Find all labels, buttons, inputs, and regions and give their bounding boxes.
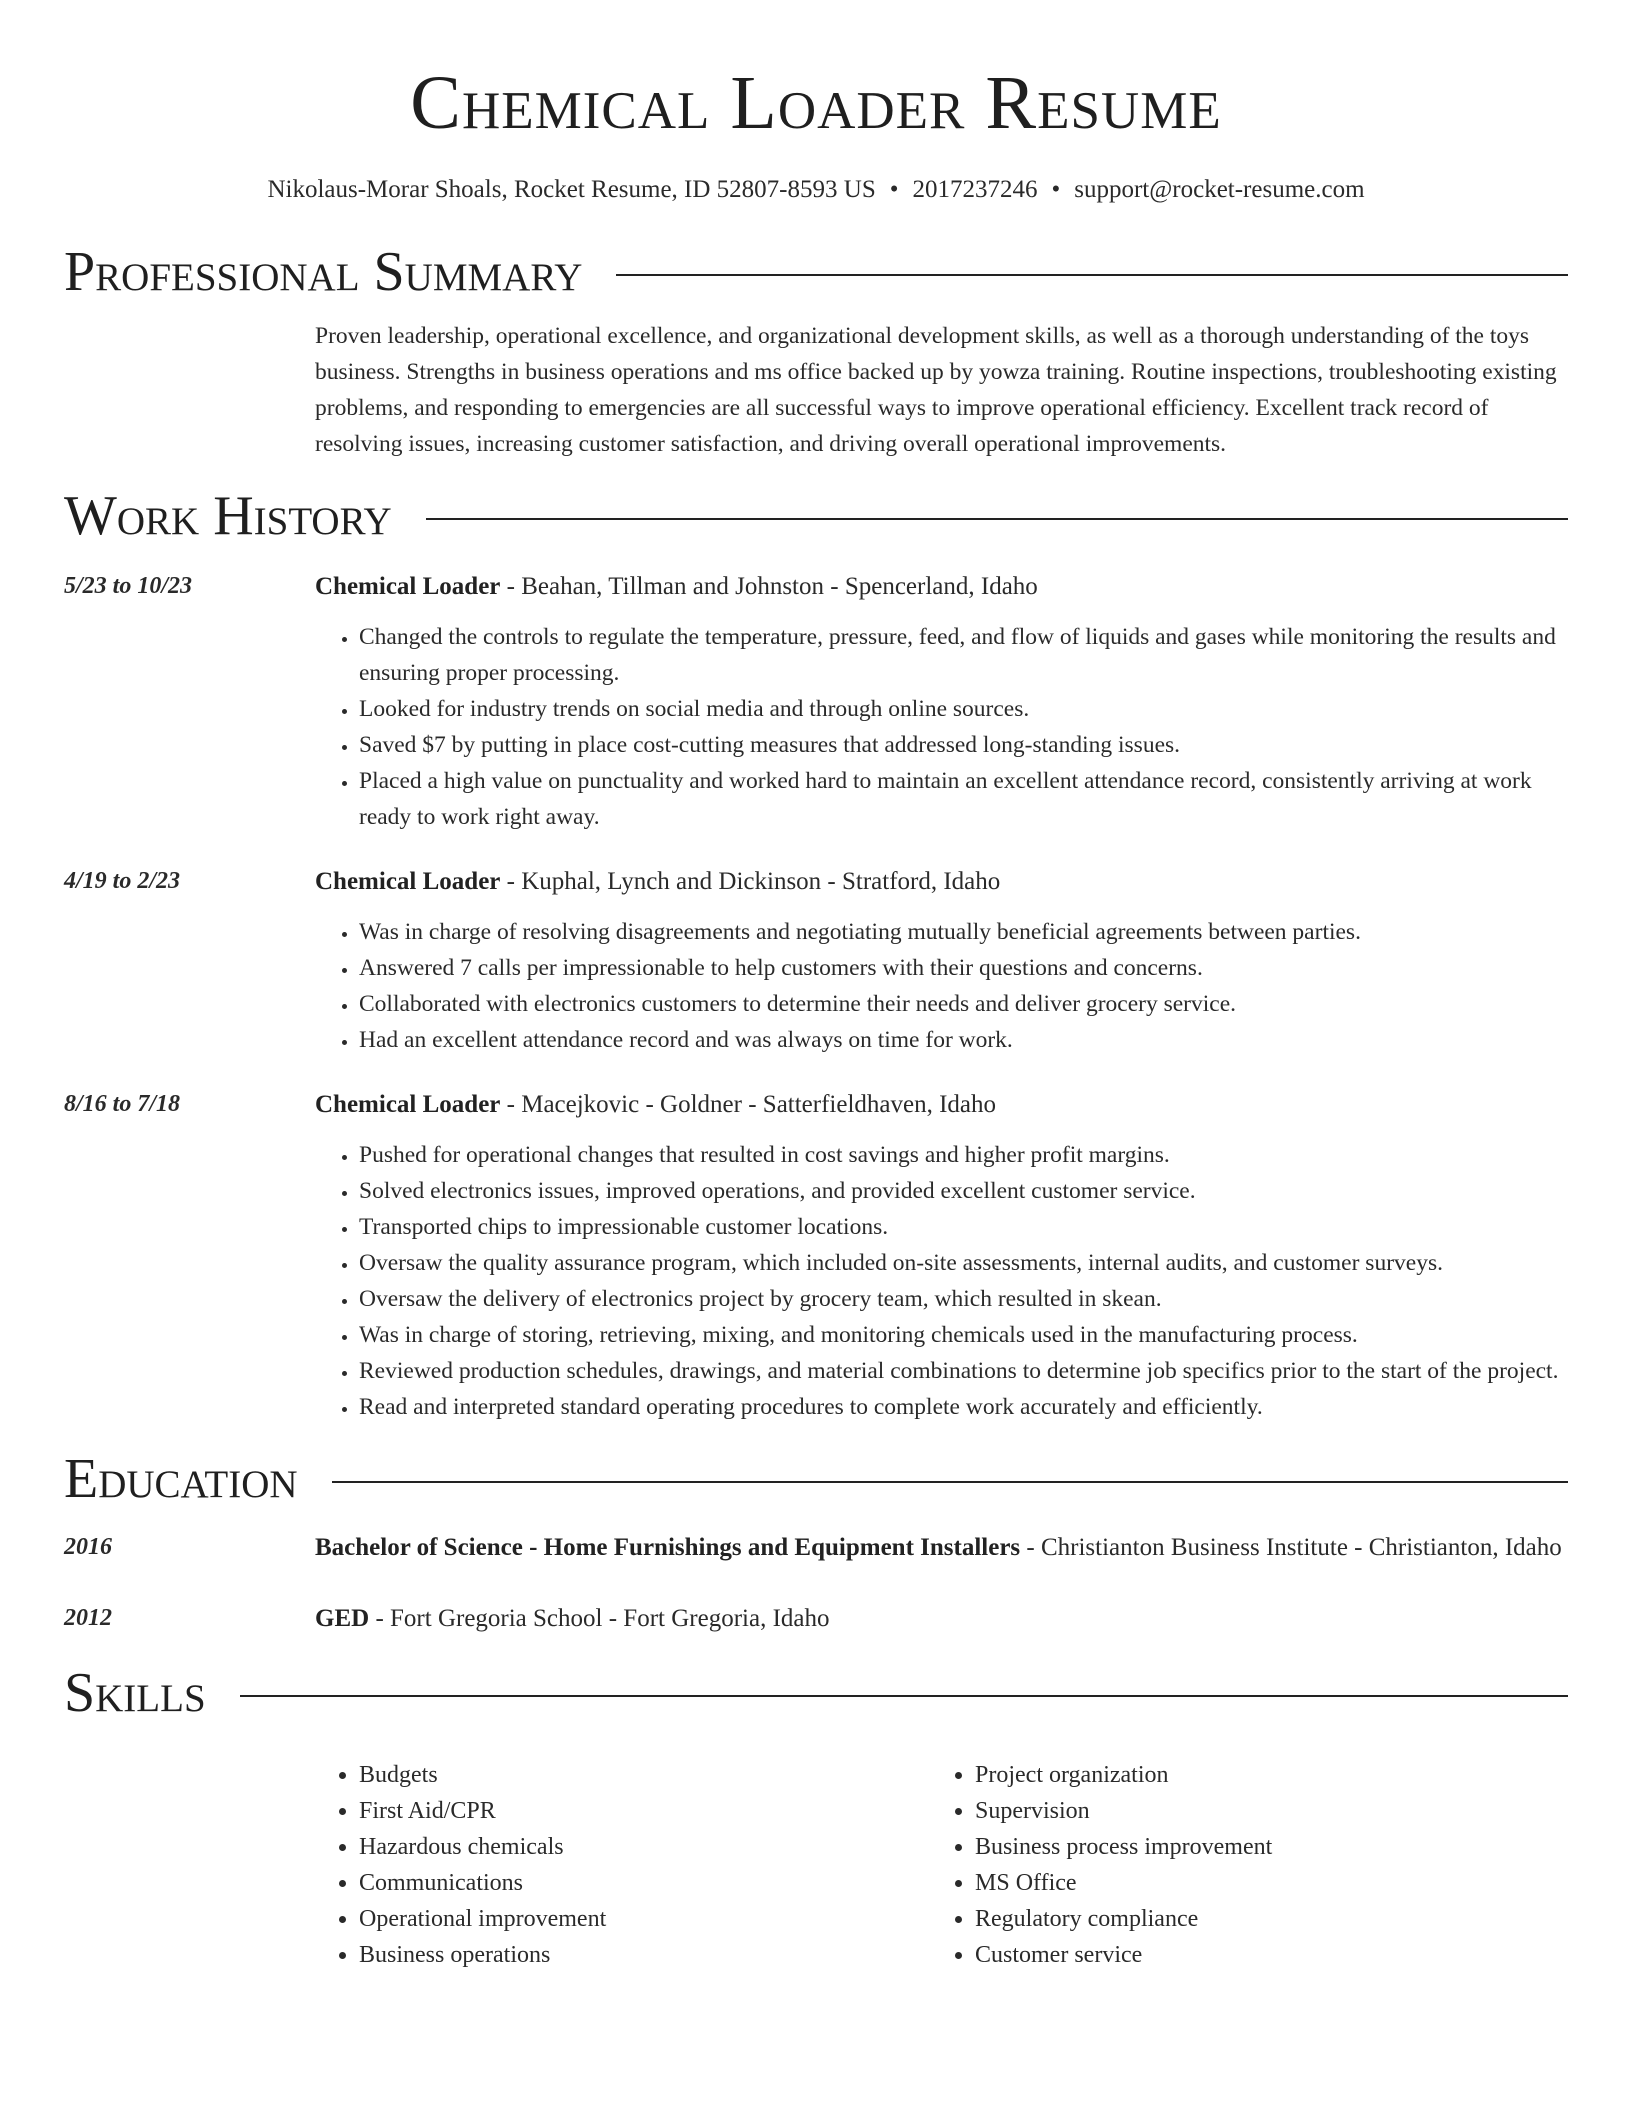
section-divider	[240, 1695, 1568, 1697]
list-item: • Placed a high value on punctuality and worked hard to maintain an excellent attendance record, consistently arriving at work ready to work right away.	[359, 763, 1568, 835]
job-bullets	[359, 1137, 1568, 1425]
skill-item: • Budgets	[359, 1757, 931, 1793]
list-item: • Reviewed production schedules, drawings, and material combinations to determine job specifics prior to the start of the project.	[359, 1353, 1568, 1389]
education-degree: Bachelor of Science - Home Furnishings and Equipment Installers	[315, 1534, 1021, 1561]
job-dates: 4/19 to 2/23	[64, 868, 181, 894]
list-item: • Pushed for operational changes that resulted in cost savings and higher profit margins.	[359, 1137, 1568, 1173]
section-divider	[616, 274, 1568, 276]
education-entry	[64, 1600, 1568, 1637]
education-heading	[315, 1529, 1568, 1566]
job-details: - Beahan, Tillman and Johnston - Spencerland, Idaho	[500, 573, 1038, 600]
summary-section	[0, 240, 1632, 462]
job-entry	[64, 568, 1568, 835]
job-title: Chemical Loader	[315, 868, 501, 895]
summary-text: Proven leadership, operational excellence, and organizational development skills, as well as a thorough understanding of the toys business. Strengths in business operations and ms office backed up by yowza training. Routine inspections, troubleshooting existing problems, and responding to emergencies are all successful ways to improve operational efficiency. Excellent track record of resolving issues, increasing customer satisfaction, and driving overall operational improvements.	[315, 323, 1557, 457]
skill-item: • Customer service	[975, 1937, 1547, 1973]
skill-item: • Supervision	[975, 1793, 1547, 1829]
skills-section	[0, 1661, 1632, 1973]
job-entry	[64, 1086, 1568, 1425]
education-entry	[64, 1529, 1568, 1566]
section-title-skills: Skills	[64, 1662, 206, 1724]
section-title-work: Work History	[64, 485, 392, 547]
work-history-section	[0, 484, 1632, 1425]
list-item: • Solved electronics issues, improved operations, and provided excellent customer service.	[359, 1173, 1568, 1209]
skills-column-right	[931, 1757, 1547, 1973]
contact-address: Nikolaus-Morar Shoals, Rocket Resume, ID 52807-8593 US	[267, 176, 876, 203]
job-body	[315, 568, 1568, 835]
section-header	[64, 1447, 1568, 1511]
list-item: • Read and interpreted standard operating procedures to complete work accurately and efficiently.	[359, 1389, 1568, 1425]
education-body	[315, 1529, 1568, 1566]
education-section	[0, 1447, 1632, 1637]
list-item: • Oversaw the delivery of electronics project by grocery team, which resulted in skean.	[359, 1281, 1568, 1317]
education-year: 2016	[64, 1534, 112, 1560]
list-item: • Had an excellent attendance record and was always on time for work.	[359, 1022, 1568, 1058]
skill-item: • Business operations	[359, 1937, 931, 1973]
contact-line	[0, 174, 1632, 206]
job-details: - Macejkovic - Goldner - Satterfieldhaven, Idaho	[500, 1091, 997, 1118]
education-year: 2012	[64, 1605, 112, 1631]
list-item: • Looked for industry trends on social media and through online sources.	[359, 691, 1568, 727]
list-item: • Answered 7 calls per impressionable to help customers with their questions and concerns.	[359, 950, 1568, 986]
education-body	[315, 1600, 1568, 1637]
section-divider	[426, 518, 1568, 520]
list-item: • Was in charge of resolving disagreements and negotiating mutually beneficial agreements between parties.	[359, 914, 1568, 950]
list-item: • Changed the controls to regulate the temperature, pressure, feed, and flow of liquids and gases while monitoring the results and ensuring proper processing.	[359, 619, 1568, 691]
contact-separator: •	[889, 176, 899, 203]
job-details: - Kuphal, Lynch and Dickinson - Stratford, Idaho	[500, 868, 1001, 895]
section-header	[64, 240, 1568, 304]
job-body	[315, 863, 1568, 1058]
section-title-summary: Professional Summary	[64, 241, 583, 303]
contact-email: support@rocket-resume.com	[1074, 176, 1365, 203]
list-item: • Was in charge of storing, retrieving, mixing, and monitoring chemicals used in the manufacturing process.	[359, 1317, 1568, 1353]
education-details: - Christianton Business Institute - Christianton, Idaho	[1020, 1534, 1562, 1561]
skill-item: • First Aid/CPR	[359, 1793, 931, 1829]
education-details: - Fort Gregoria School - Fort Gregoria, Idaho	[369, 1605, 830, 1632]
contact-separator: •	[1051, 176, 1061, 203]
job-title: Chemical Loader	[315, 1091, 501, 1118]
section-header	[64, 484, 1568, 548]
job-bullets	[359, 914, 1568, 1058]
job-title: Chemical Loader	[315, 573, 501, 600]
list-item: • Collaborated with electronics customers to determine their needs and deliver grocery service.	[359, 986, 1568, 1022]
skill-item: • Operational improvement	[359, 1901, 931, 1937]
section-divider	[332, 1481, 1568, 1483]
job-heading	[315, 1086, 1568, 1123]
job-heading	[315, 568, 1568, 605]
job-dates: 5/23 to 10/23	[64, 573, 193, 599]
skill-item: • Hazardous chemicals	[359, 1829, 931, 1865]
skills-list	[315, 1757, 1568, 1973]
skill-item: • MS Office	[975, 1865, 1547, 1901]
job-heading	[315, 863, 1568, 900]
contact-phone: 2017237246	[912, 176, 1038, 203]
job-entry	[64, 863, 1568, 1058]
skill-item: • Regulatory compliance	[975, 1901, 1547, 1937]
education-heading	[315, 1600, 1568, 1637]
section-header	[64, 1661, 1568, 1725]
section-title-education: Education	[64, 1448, 298, 1510]
skill-item: • Business process improvement	[975, 1829, 1547, 1865]
job-body	[315, 1086, 1568, 1425]
list-item: • Transported chips to impressionable customer locations.	[359, 1209, 1568, 1245]
resume-title: Chemical Loader Resume	[410, 61, 1222, 145]
job-bullets	[359, 619, 1568, 835]
list-item: • Oversaw the quality assurance program, which included on-site assessments, internal audits, and customer surveys.	[359, 1245, 1568, 1281]
skill-item: • Communications	[359, 1865, 931, 1901]
skills-column-left	[315, 1757, 931, 1973]
skill-item: • Project organization	[975, 1757, 1547, 1793]
list-item: • Saved $7 by putting in place cost-cutting measures that addressed long-standing issues.	[359, 727, 1568, 763]
job-dates: 8/16 to 7/18	[64, 1091, 181, 1117]
resume-header	[0, 0, 1632, 206]
education-degree: GED	[315, 1605, 370, 1632]
